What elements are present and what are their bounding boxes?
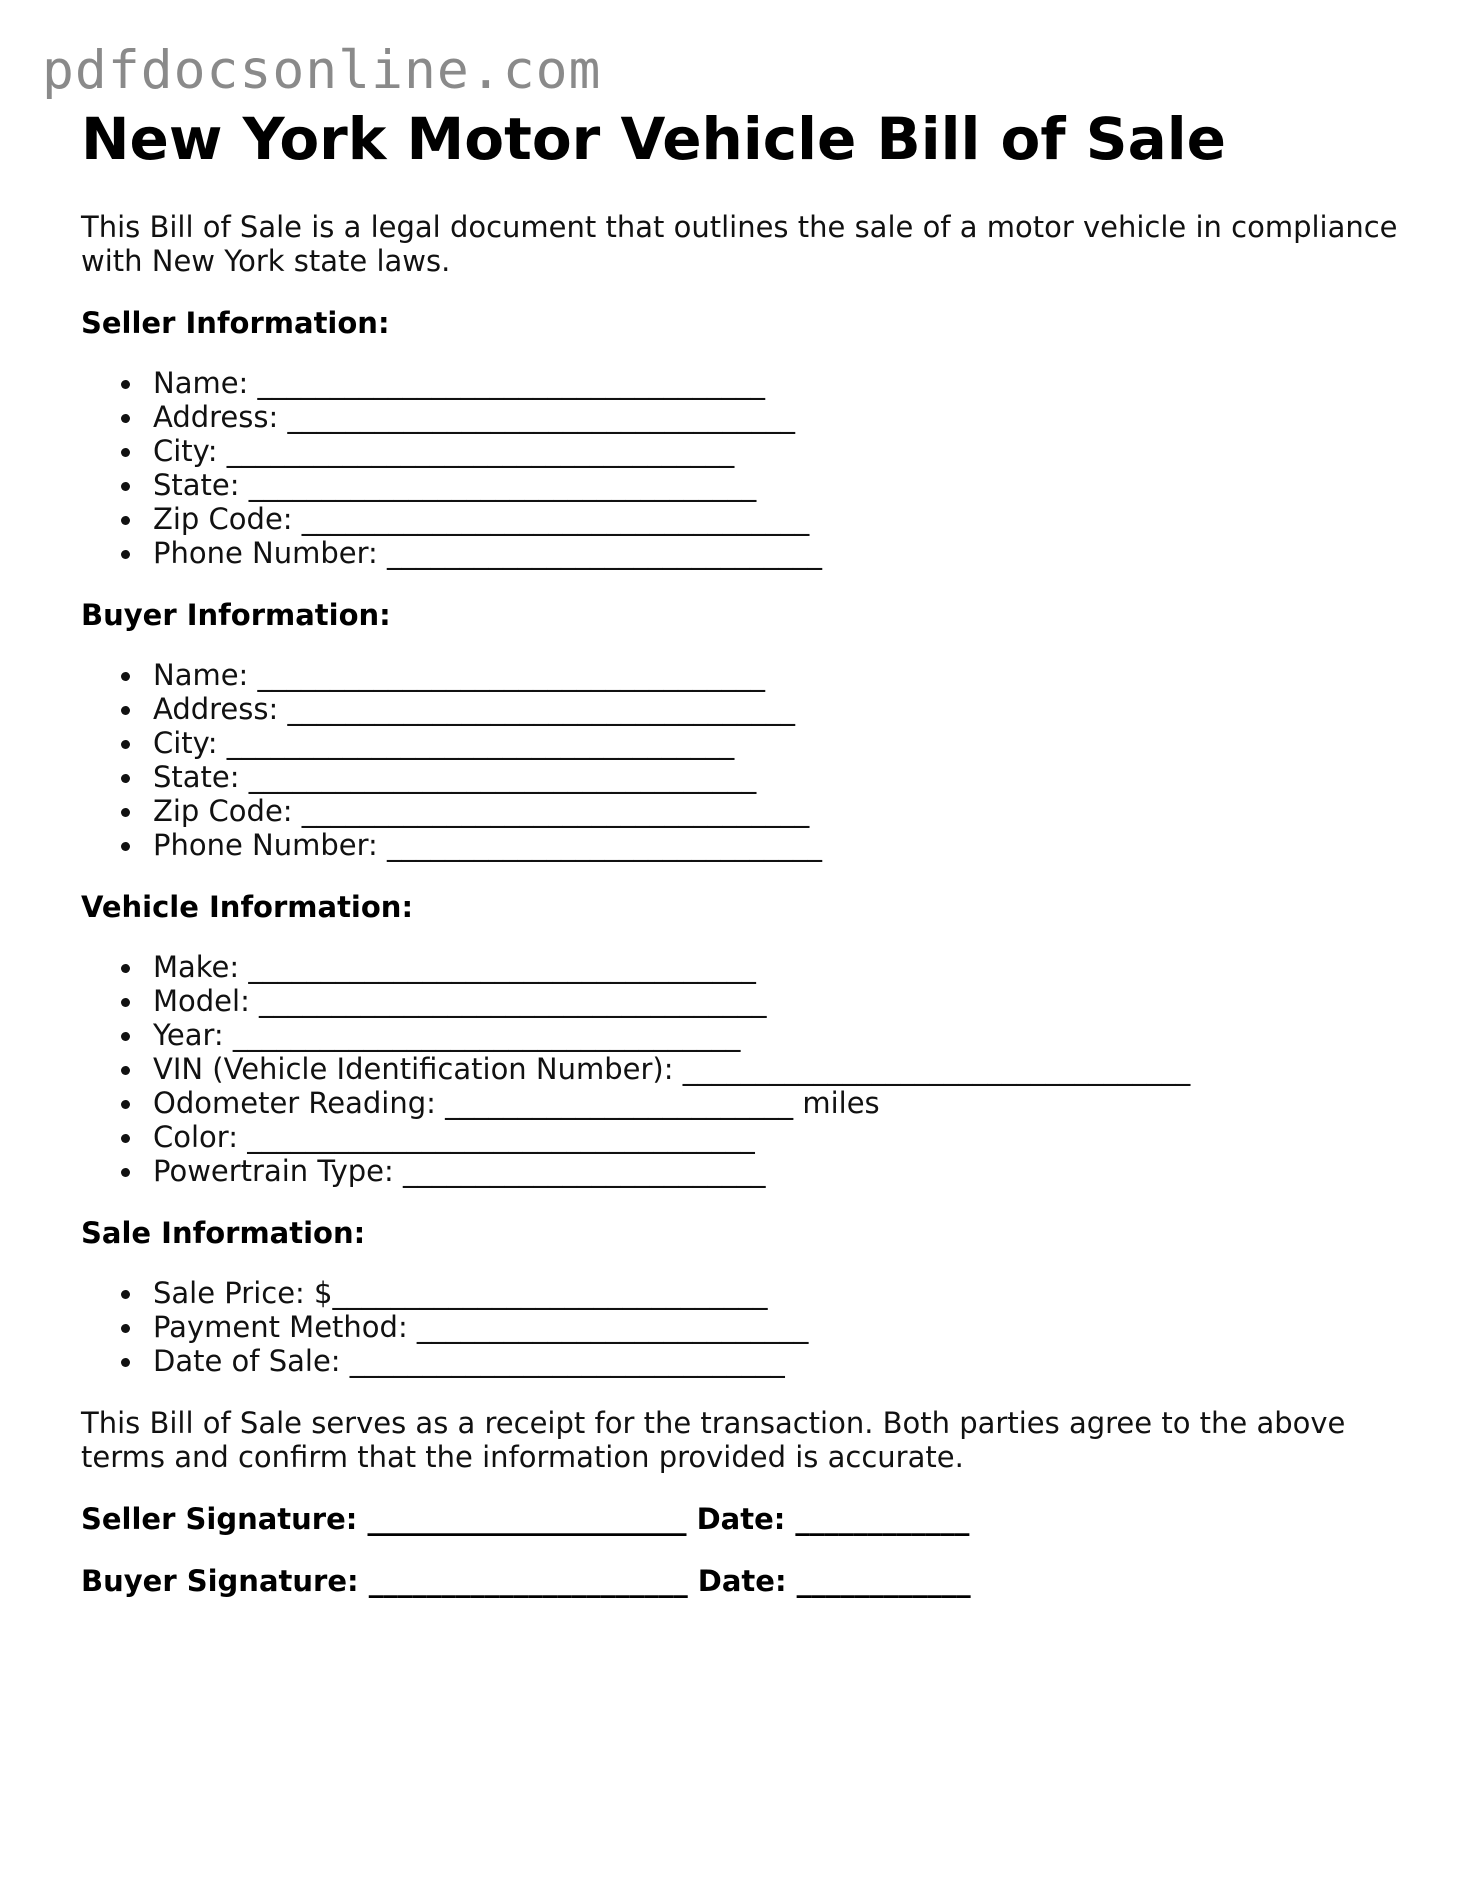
vehicle-model-field[interactable]: Model: ___________________________________ bbox=[121, 984, 1421, 1018]
vehicle-color-field[interactable]: Color: ___________________________________ bbox=[121, 1120, 1421, 1154]
buyer-phone-field[interactable]: Phone Number: ______________________________ bbox=[121, 828, 1421, 862]
vehicle-vin-field[interactable]: VIN (Vehicle Identification Number): ___________________________________ bbox=[121, 1052, 1421, 1086]
payment-method-field[interactable]: Payment Method: ___________________________ bbox=[121, 1310, 1421, 1344]
seller-field-list bbox=[81, 366, 1421, 570]
seller-section-heading: Seller Information: bbox=[81, 306, 390, 340]
buyer-state-field[interactable]: State: ___________________________________ bbox=[121, 760, 1421, 794]
buyer-city-field[interactable]: City: ___________________________________ bbox=[121, 726, 1421, 760]
vehicle-field-list bbox=[81, 950, 1421, 1188]
closing-paragraph: This Bill of Sale serves as a receipt for the transaction. Both parties agree to the above terms and confirm that the information provided is accurate. bbox=[81, 1406, 1346, 1474]
seller-city-field[interactable]: City: ___________________________________ bbox=[121, 434, 1421, 468]
buyer-name-field[interactable]: Name: ___________________________________ bbox=[121, 658, 1421, 692]
vehicle-section-heading: Vehicle Information: bbox=[81, 890, 414, 924]
seller-signature-line[interactable]: Seller Signature: ______________________ Date: ____________ bbox=[81, 1502, 970, 1536]
buyer-address-field[interactable]: Address: ___________________________________ bbox=[121, 692, 1421, 726]
sale-price-field[interactable]: Sale Price: $______________________________ bbox=[121, 1276, 1421, 1310]
buyer-field-list bbox=[81, 658, 1421, 862]
vehicle-year-field[interactable]: Year: ___________________________________ bbox=[121, 1018, 1421, 1052]
document-page bbox=[81, 104, 1421, 1598]
buyer-zip-field[interactable]: Zip Code: ___________________________________ bbox=[121, 794, 1421, 828]
seller-state-field[interactable]: State: ___________________________________ bbox=[121, 468, 1421, 502]
seller-name-field[interactable]: Name: ___________________________________ bbox=[121, 366, 1421, 400]
sale-section-heading: Sale Information: bbox=[81, 1216, 366, 1250]
vehicle-powertrain-field[interactable]: Powertrain Type: _________________________ bbox=[121, 1154, 1421, 1188]
vehicle-make-field[interactable]: Make: ___________________________________ bbox=[121, 950, 1421, 984]
seller-zip-field[interactable]: Zip Code: ___________________________________ bbox=[121, 502, 1421, 536]
watermark-logo: pdfdocsonline.com bbox=[42, 40, 602, 101]
seller-address-field[interactable]: Address: ___________________________________ bbox=[121, 400, 1421, 434]
buyer-section-heading: Buyer Information: bbox=[81, 598, 391, 632]
vehicle-odometer-field[interactable]: Odometer Reading: ________________________ miles bbox=[121, 1086, 1421, 1120]
buyer-signature-line[interactable]: Buyer Signature: ______________________ Date: ____________ bbox=[81, 1564, 971, 1598]
document-title: New York Motor Vehicle Bill of Sale bbox=[81, 105, 1226, 173]
intro-paragraph: This Bill of Sale is a legal document that outlines the sale of a motor vehicle in compliance with New York state laws. bbox=[81, 210, 1398, 278]
date-of-sale-field[interactable]: Date of Sale: ______________________________ bbox=[121, 1344, 1421, 1378]
sale-field-list bbox=[81, 1276, 1421, 1378]
seller-phone-field[interactable]: Phone Number: ______________________________ bbox=[121, 536, 1421, 570]
